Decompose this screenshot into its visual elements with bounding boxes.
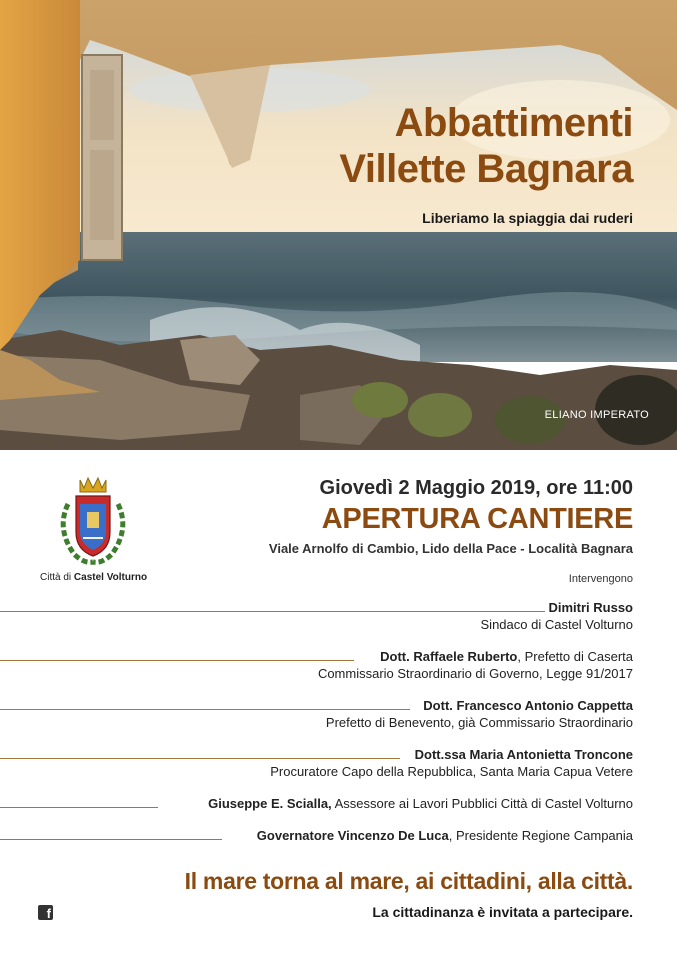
event-name: APERTURA CANTIERE bbox=[321, 503, 633, 535]
speaker-role: Procuratore Capo della Repubblica, Santa Maria Capua Vetere bbox=[270, 764, 633, 779]
event-date: Giovedì 2 Maggio 2019, ore 11:00 bbox=[319, 477, 633, 499]
speaker-entry bbox=[481, 599, 633, 633]
motto: Il mare torna al mare, ai cittadini, alla città. bbox=[184, 868, 633, 894]
speaker-role-inline: , Presidente Regione Campania bbox=[448, 828, 633, 843]
speaker-role: Commissario Straordinario di Governo, Legge 91/2017 bbox=[317, 666, 633, 681]
divider-line bbox=[0, 611, 545, 612]
divider-line bbox=[0, 839, 222, 840]
photo-credit: ELIANO IMPERATO bbox=[544, 409, 649, 421]
city-name-bold: Castel Volturno bbox=[73, 572, 148, 583]
hero-photo bbox=[0, 0, 677, 450]
event-address: Viale Arnolfo di Cambio, Lido della Pace - Località Bagnara bbox=[268, 541, 633, 556]
divider-line bbox=[0, 660, 354, 661]
city-prefix: Città di bbox=[40, 572, 72, 583]
speaker-name: Governatore Vincenzo De Luca bbox=[256, 828, 449, 843]
speaker-role: Sindaco di Castel Volturno bbox=[480, 617, 633, 632]
divider-line bbox=[0, 807, 158, 808]
facebook-icon[interactable]: f bbox=[38, 905, 53, 920]
speaker-name: Dimitri Russo bbox=[548, 600, 633, 615]
speaker-name: Giuseppe E. Scialla, bbox=[208, 796, 332, 811]
speaker-role: Prefetto di Benevento, già Commissario Straordinario bbox=[325, 715, 633, 730]
speaker-name: Dott. Francesco Antonio Cappetta bbox=[423, 698, 633, 713]
hero-subtitle: Liberiamo la spiaggia dai ruderi bbox=[422, 210, 633, 226]
speaker-entry bbox=[326, 697, 633, 731]
speaker-name: Dott.ssa Maria Antonietta Troncone bbox=[414, 747, 633, 762]
speaker-role-inline: Assessore ai Lavori Pubblici Città di Castel Volturno bbox=[331, 796, 633, 811]
speaker-name: Dott. Raffaele Ruberto bbox=[380, 649, 518, 664]
speaker-role-inline: , Prefetto di Caserta bbox=[517, 649, 633, 664]
city-name bbox=[40, 572, 147, 583]
speaker-entry bbox=[270, 746, 633, 780]
castel-volturno-coat-of-arms bbox=[50, 474, 136, 569]
speakers-heading: Intervengono bbox=[568, 573, 633, 585]
speaker-entry bbox=[208, 795, 633, 812]
hero-title-line1: Abbattimenti bbox=[394, 101, 633, 145]
speaker-entry bbox=[257, 827, 633, 844]
hero-title bbox=[339, 100, 633, 192]
invitation-text: La cittadinanza è invitata a partecipare. bbox=[372, 904, 633, 920]
speaker-entry bbox=[318, 648, 633, 682]
hero-title-line2: Villette Bagnara bbox=[339, 147, 633, 191]
